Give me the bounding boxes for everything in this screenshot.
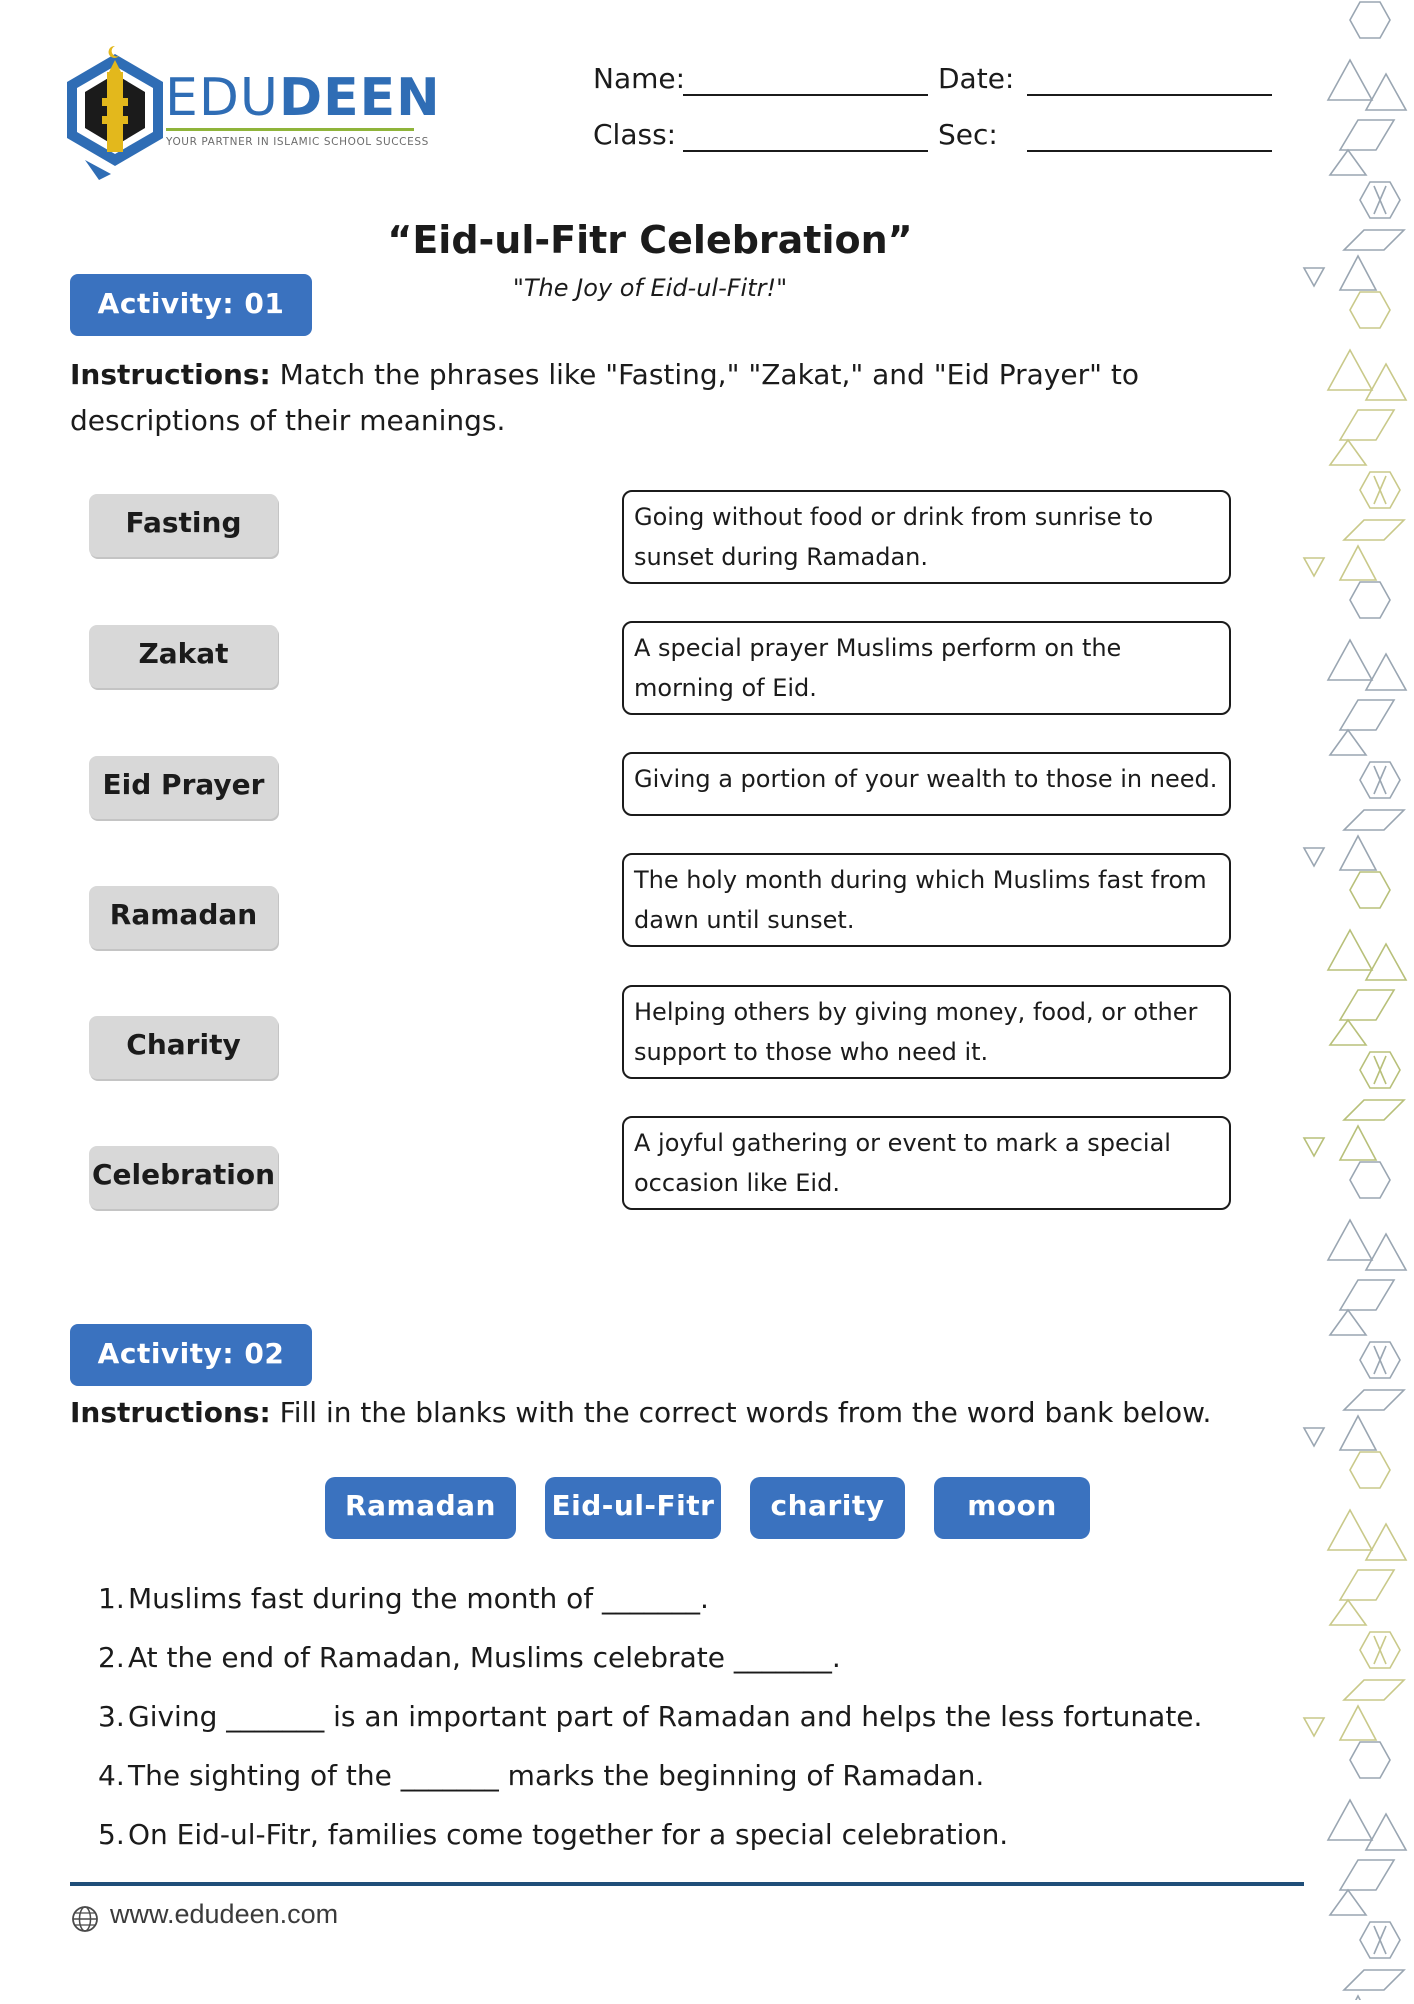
description-box-6[interactable]: A joyful gathering or event to mark a special occasion like Eid. [622,1116,1231,1210]
date-label: Date: [938,62,1015,95]
activity-01-badge: Activity: 01 [70,274,312,336]
sentence-1 [98,1582,1298,1615]
description-box-3[interactable]: Giving a portion of your wealth to those in need. [622,752,1231,816]
class-field[interactable] [683,150,928,152]
sentence-number: 2. [98,1641,125,1674]
logo-emblem-icon [55,42,175,182]
logo [55,42,175,182]
sentence-number: 3. [98,1700,125,1733]
word-bank-moon[interactable]: moon [934,1477,1090,1539]
globe-icon [70,1904,100,1934]
brand-name [165,68,441,128]
word-bank-ramadan[interactable]: Ramadan [325,1477,516,1539]
term-fasting[interactable]: Fasting [89,494,278,557]
name-label: Name: [593,62,686,95]
term-zakat[interactable]: Zakat [89,625,278,688]
word-bank-eid-ul-fitr[interactable]: Eid-ul-Fitr [545,1477,721,1539]
sentence-text: Giving _______ is an important part of Ramadan and helps the less fortunate. [128,1700,1203,1733]
term-eid-prayer[interactable]: Eid Prayer [89,756,278,819]
activity-02-instructions [70,1390,1280,1436]
sentence-text: The sighting of the _______ marks the beginning of Ramadan. [128,1759,985,1792]
brand-tagline: YOUR PARTNER IN ISLAMIC SCHOOL SUCCESS [166,136,429,148]
instructions-text: Match the phrases like "Fasting," "Zakat," and "Eid Prayer" to descriptions of their meanings. [70,358,1139,437]
brand-name-light: EDU [165,68,279,128]
brand-rule [166,128,414,131]
brand-name-bold: DEEN [278,68,441,128]
class-label: Class: [593,118,677,151]
description-box-4[interactable]: The holy month during which Muslims fast from dawn until sunset. [622,853,1231,947]
sentence-3 [98,1700,1298,1733]
description-box-2[interactable]: A special prayer Muslims perform on the morning of Eid. [622,621,1231,715]
page-subtitle: "The Joy of Eid-ul-Fitr!" [512,274,788,302]
term-charity[interactable]: Charity [89,1016,278,1079]
date-field[interactable] [1027,94,1272,96]
sentence-4 [98,1759,1298,1792]
sentence-number: 1. [98,1582,125,1615]
instructions-heading: Instructions: [70,1396,271,1429]
sentence-2 [98,1641,1298,1674]
term-celebration[interactable]: Celebration [89,1146,278,1209]
sentence-number: 5. [98,1818,125,1851]
instructions-text: Fill in the blanks with the correct words from the word bank below. [270,1396,1212,1429]
term-ramadan[interactable]: Ramadan [89,886,278,949]
activity-01-instructions [70,352,1280,444]
word-bank-charity[interactable]: charity [750,1477,905,1539]
description-box-5[interactable]: Helping others by giving money, food, or other support to those who need it. [622,985,1231,1079]
description-box-1[interactable]: Going without food or drink from sunrise to sunset during Ramadan. [622,490,1231,584]
activity-02-badge: Activity: 02 [70,1324,312,1386]
sec-field[interactable] [1027,150,1272,152]
name-field[interactable] [683,94,928,96]
instructions-heading: Instructions: [70,358,271,391]
decorative-pattern [1300,0,1414,2000]
sec-label: Sec: [938,118,998,151]
sentence-text: On Eid-ul-Fitr, families come together for a special celebration. [128,1818,1009,1851]
sentence-5 [98,1818,1298,1851]
footer-divider [70,1882,1304,1886]
sentence-text: At the end of Ramadan, Muslims celebrate _______. [128,1641,841,1674]
sentence-number: 4. [98,1759,125,1792]
sentence-text: Muslims fast during the month of _______. [128,1582,709,1615]
page-title: “Eid-ul-Fitr Celebration” [387,218,913,262]
footer-website-link[interactable]: www.edudeen.com [110,1899,339,1929]
